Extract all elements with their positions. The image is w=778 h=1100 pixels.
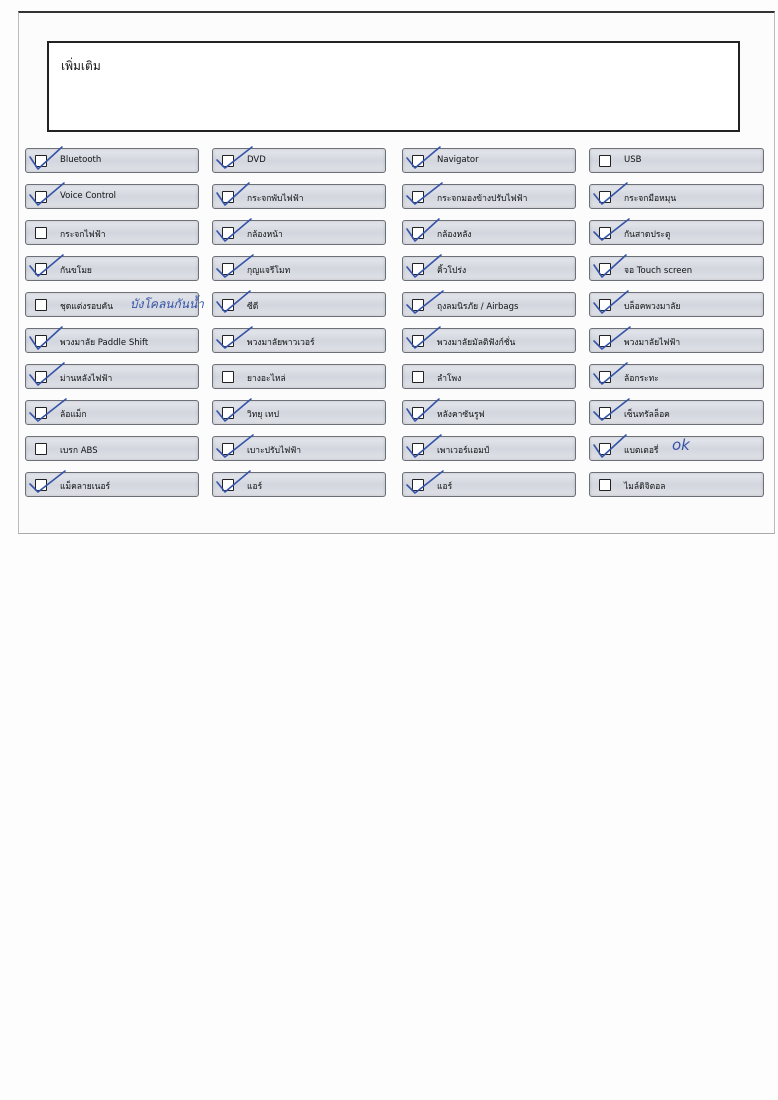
feature-label: กระจกมองข้างปรับไฟฟ้า [437, 194, 528, 204]
feature-checkbox-item[interactable] [212, 364, 386, 389]
feature-checkbox-item[interactable] [589, 364, 764, 389]
feature-label: จอ Touch screen [624, 266, 693, 276]
additional-notes-label: เพิ่มเติม [61, 59, 101, 73]
feature-label: วิทยุ เทป [247, 410, 279, 420]
checkbox-square[interactable] [35, 191, 47, 203]
feature-label: แบตเตอรี่ [624, 446, 659, 456]
checkbox-square[interactable] [412, 479, 424, 491]
feature-checkbox-item[interactable] [402, 436, 576, 461]
checkbox-square[interactable] [599, 191, 611, 203]
feature-label: กันขโมย [60, 266, 92, 276]
checkbox-square[interactable] [35, 407, 47, 419]
feature-checkbox-item[interactable] [25, 472, 199, 497]
checkbox-square[interactable] [35, 227, 47, 239]
checkbox-square[interactable] [222, 407, 234, 419]
checkbox-square[interactable] [599, 263, 611, 275]
checkbox-square[interactable] [35, 443, 47, 455]
feature-checkbox-item[interactable] [212, 220, 386, 245]
feature-label: พวงมาลัยไฟฟ้า [624, 338, 681, 348]
feature-checkbox-item[interactable] [402, 400, 576, 425]
checkbox-square[interactable] [222, 263, 234, 275]
checkbox-square[interactable] [222, 191, 234, 203]
feature-label: เพาเวอร์แอมป์ [437, 446, 490, 456]
feature-checkbox-item[interactable] [589, 472, 764, 497]
feature-label: แอร์ [247, 482, 263, 492]
feature-checkbox-item[interactable] [402, 292, 576, 317]
checkbox-square[interactable] [35, 335, 47, 347]
feature-label: ซีดี [247, 302, 259, 312]
checkbox-square[interactable] [35, 479, 47, 491]
checkbox-square[interactable] [222, 371, 234, 383]
feature-checkbox-item[interactable] [25, 436, 199, 461]
feature-checkbox-item[interactable] [589, 292, 764, 317]
feature-label: กระจกมือหมุน [624, 194, 677, 204]
checkbox-square[interactable] [222, 479, 234, 491]
feature-checkbox-item[interactable] [589, 184, 764, 209]
feature-label: พวงมาลัย Paddle Shift [60, 338, 149, 348]
feature-label: กล้องหลัง [437, 230, 472, 240]
feature-checkbox-item[interactable] [25, 328, 199, 353]
feature-checkbox-item[interactable] [589, 328, 764, 353]
feature-label: ล้อกระทะ [624, 374, 659, 384]
feature-label: ลำโพง [437, 374, 462, 384]
checkbox-square[interactable] [599, 227, 611, 239]
feature-label: ยางอะไหล่ [247, 374, 286, 384]
handwritten-note: บังโคลนกันน้ำ [130, 297, 204, 311]
feature-checkbox-item[interactable] [589, 256, 764, 281]
feature-label: กระจกพับไฟฟ้า [247, 194, 304, 204]
checkbox-square[interactable] [599, 299, 611, 311]
checkbox-square[interactable] [599, 335, 611, 347]
feature-checkbox-item[interactable] [25, 364, 199, 389]
feature-label: เบรก ABS [60, 446, 98, 456]
feature-label: พวงมาลัยพาวเวอร์ [247, 338, 315, 348]
feature-label: คิ้วโปร่ง [437, 266, 467, 276]
checkbox-square[interactable] [412, 443, 424, 455]
feature-label: ไมล์ดิจิตอล [624, 482, 666, 492]
feature-checkbox-item[interactable] [212, 472, 386, 497]
checkbox-square[interactable] [412, 227, 424, 239]
checkbox-square[interactable] [599, 155, 611, 167]
feature-label: กระจกไฟฟ้า [60, 230, 106, 240]
feature-checkbox-item[interactable] [402, 328, 576, 353]
checkbox-square[interactable] [412, 335, 424, 347]
checkbox-square[interactable] [35, 299, 47, 311]
checkbox-square[interactable] [412, 191, 424, 203]
checkbox-square[interactable] [222, 227, 234, 239]
checkbox-square[interactable] [35, 371, 47, 383]
feature-checkbox-item[interactable] [25, 400, 199, 425]
feature-label: ชุดแต่งรอบคัน [60, 302, 114, 312]
additional-notes-box[interactable] [47, 41, 740, 132]
feature-checkbox-item[interactable] [589, 148, 764, 173]
feature-checkbox-item[interactable] [25, 184, 199, 209]
feature-label: กันสาดประตู [624, 230, 671, 240]
feature-checkbox-item[interactable] [402, 364, 576, 389]
checkbox-square[interactable] [599, 407, 611, 419]
checkbox-square[interactable] [412, 299, 424, 311]
feature-checkbox-item[interactable] [212, 256, 386, 281]
feature-checkbox-item[interactable] [25, 220, 199, 245]
feature-checkbox-item[interactable] [589, 400, 764, 425]
checkbox-square[interactable] [35, 263, 47, 275]
feature-checkbox-item[interactable] [402, 256, 576, 281]
feature-label: กล้องหน้า [247, 230, 283, 240]
feature-checkbox-item[interactable] [402, 148, 576, 173]
feature-label: DVD [247, 155, 266, 165]
feature-checkbox-item[interactable] [212, 292, 386, 317]
feature-label: แม็คลายเนอร์ [60, 482, 111, 492]
checkbox-square[interactable] [222, 299, 234, 311]
feature-checkbox-item[interactable] [212, 400, 386, 425]
feature-checkbox-item[interactable] [212, 184, 386, 209]
feature-label: แอร์ [437, 482, 453, 492]
feature-checkbox-item[interactable] [402, 472, 576, 497]
feature-label: USB [624, 155, 642, 165]
feature-label: เบาะปรับไฟฟ้า [247, 446, 302, 456]
feature-label: ล้อแม็ก [60, 410, 87, 420]
checkbox-square[interactable] [599, 479, 611, 491]
feature-checkbox-item[interactable] [212, 148, 386, 173]
feature-label: Navigator [437, 155, 479, 165]
feature-label: Voice Control [60, 191, 117, 201]
feature-checkbox-item[interactable] [589, 220, 764, 245]
checkbox-square[interactable] [222, 335, 234, 347]
checkbox-square[interactable] [599, 443, 611, 455]
checkbox-square[interactable] [412, 371, 424, 383]
checkbox-square[interactable] [222, 443, 234, 455]
feature-label: ถุงลมนิรภัย / Airbags [437, 302, 519, 312]
feature-checkbox-item[interactable] [402, 184, 576, 209]
feature-checkbox-item[interactable] [25, 148, 199, 173]
feature-label: หลังคาซันรูฟ [437, 410, 485, 420]
feature-label: บล็อคพวงมาลัย [624, 302, 681, 312]
feature-label: ม่านหลังไฟฟ้า [60, 374, 113, 384]
handwritten-ok: ok [672, 436, 690, 454]
checkbox-square[interactable] [412, 155, 424, 167]
checkbox-square[interactable] [412, 407, 424, 419]
feature-checkbox-item[interactable] [212, 328, 386, 353]
feature-checkbox-item[interactable] [25, 256, 199, 281]
feature-label: กุญแจรีโมท [247, 266, 291, 276]
feature-label: เซ็นทรัลล็อค [624, 410, 670, 420]
checkbox-square[interactable] [35, 155, 47, 167]
feature-checkbox-item[interactable] [402, 220, 576, 245]
feature-label: พวงมาลัยมัลติฟังก์ชั่น [437, 338, 516, 348]
checkbox-square[interactable] [599, 371, 611, 383]
checkbox-square[interactable] [412, 263, 424, 275]
feature-checkbox-item[interactable] [212, 436, 386, 461]
checkbox-square[interactable] [222, 155, 234, 167]
feature-label: Bluetooth [60, 155, 102, 165]
